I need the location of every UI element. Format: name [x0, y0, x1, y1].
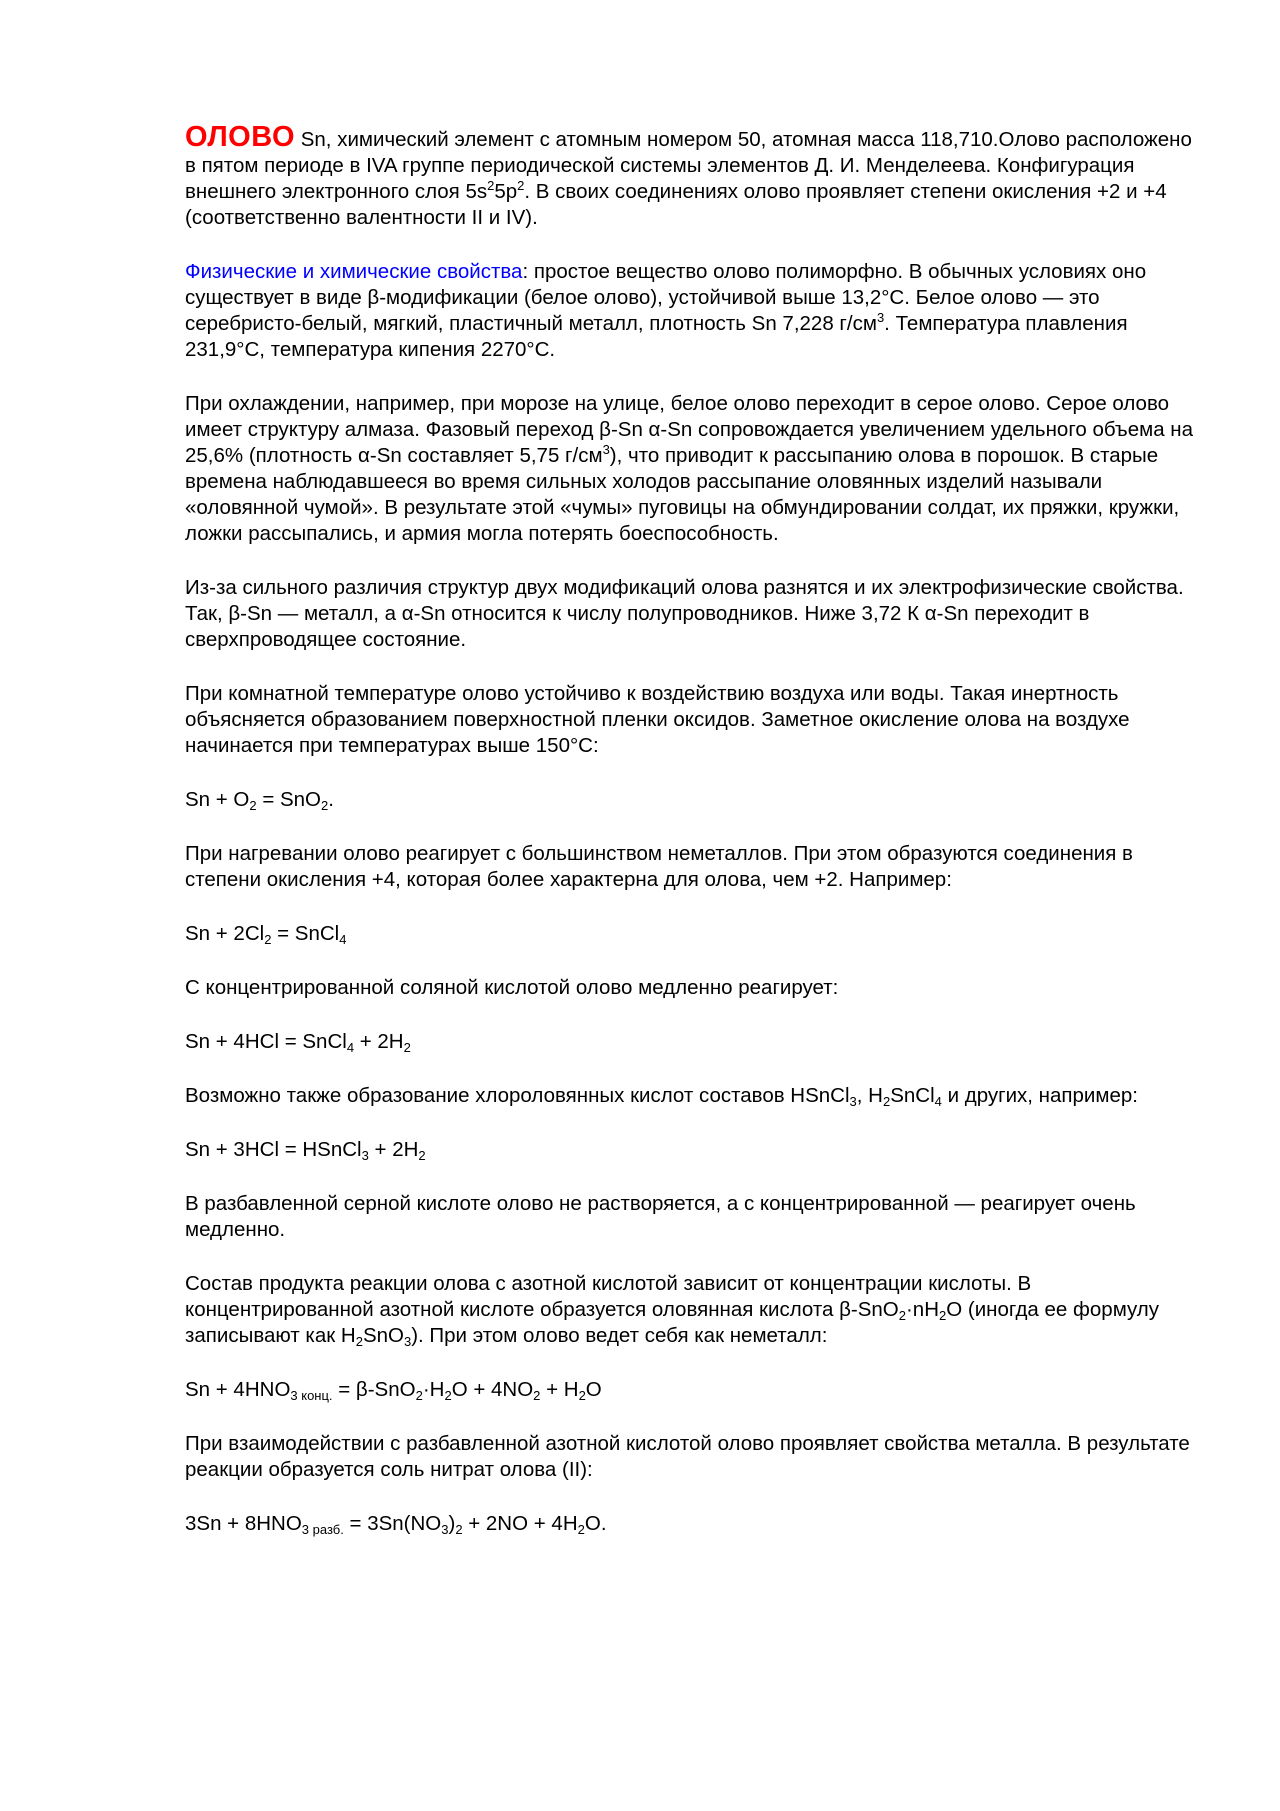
intro-paragraph: ОЛОВО Sn, химический элемент с атомным номером 50, атомная масса 118,710.Олово расположено в пятом периоде в IVA группе периодической системы элементов Д. И. Менделеева. Конфигурация внешнего электронного слоя $5s^25p^2$. В своих соединениях олово проявляет степени окисления +2 и +4 (соответственно валентности II и IV).: [185, 121, 1192, 229]
electrophysical-paragraph: Из-за сильного различия структур двух модификаций олова разнятся и их электрофизические свойства. Так, β-Sn — металл, а α-Sn относится к числу полупроводников. Ниже 3,72 К α-Sn переходит в сверхпроводящее состояние.: [185, 576, 1184, 651]
oxidation-paragraph: При комнатной температуре олово устойчиво к воздействию воздуха или воды. Такая инертность объясняется образованием поверхностной пленки оксидов. Заметное окисление олова на воздухе начинается при температурах выше 150°C:: [185, 682, 1130, 757]
chlorostannic-paragraph: Возможно также образование хлороловянных кислот составов HSnCl$_3$, $H_2SnCl_4$ и других, например:: [185, 1084, 1138, 1109]
sulfuric-paragraph: В разбавленной серной кислоте олово не растворяется, а с концентрированной — реагирует очень медленно.: [185, 1192, 1136, 1241]
dilute-nitric-paragraph: При взаимодействии с разбавленной азотной кислотой олово проявляет свойства металла. В результате реакции образуется соль нитрат олова (II):: [185, 1432, 1190, 1481]
equation-chlorine: $Sn + 2Cl_2$ = SnCl$_4$: [185, 922, 347, 947]
nitric-paragraph: Состав продукта реакции олова с азотной кислотой зависит от концентрации кислоты. В концентрированной азотной кислоте образуется оловянная кислота $\beta-SnO_2\cdot nH_2O$ (иногда ее формулу записывают как $H_2SnO_3$). При этом олово ведет себя как неметалл:: [185, 1272, 1160, 1349]
document-page: [185, 121, 1195, 1565]
nonmetals-paragraph: При нагревании олово реагирует с большинством неметаллов. При этом образуются соединения в степени окисления +4, которая более характерна для олова, чем +2. Например:: [185, 842, 1133, 891]
equation-hsncl3: Sn + 3HCl = HSnCl$_3$ + $2H_2$: [185, 1138, 426, 1163]
properties-link[interactable]: Физические и химические свойства: [185, 260, 523, 283]
equation-hcl: Sn + 4HCl = SnCl$_4$ + $2H_2$: [185, 1030, 411, 1055]
equation-concentrated-nitric: $Sn + 4HNO_{3 конц.} = \beta-SnO_2\cdot H_2O + 4NO_2 + H_2O$: [185, 1378, 602, 1403]
hcl-paragraph: С концентрированной соляной кислотой олово медленно реагирует:: [185, 976, 839, 999]
grey-tin-paragraph: При охлаждении, например, при морозе на улице, белое олово переходит в серое олово. Серое олово имеет структуру алмаза. Фазовый переход β-Sn α-Sn сопровождается увеличением удельного объема на 25,6% (плотность α-Sn составляет 5,75 $г/см^3$), что приводит к рассыпанию олова в порошок. В старые времена наблюдавшееся во время сильных холодов рассыпание оловянных изделий называли «оловянной чумой». В результате этой «чумы» пуговицы на обмундировании солдат, их пряжки, кружки, ложки рассыпались, и армия могла потерять боеспособность.: [185, 392, 1194, 545]
properties-paragraph: Физические и химические свойства: простое вещество олово полиморфно. В обычных условиях оно существует в виде β-модификации (белое олово), устойчивой выше 13,2°C. Белое олово — это серебристо-белый, мягкий, пластичный металл, плотность Sn 7,228 $г/см^3$. Температура плавления 231,9°C, температура кипения 2270°C.: [185, 260, 1147, 361]
equation-oxygen: $Sn + O_2 = SnO_2$.: [185, 788, 334, 813]
equation-dilute-nitric: $3Sn + 8HNO_{3 разб.} = 3Sn(NO_3)_2 + 2NO + 4H_2O$.: [185, 1512, 607, 1537]
article-title: ОЛОВО: [185, 121, 296, 153]
